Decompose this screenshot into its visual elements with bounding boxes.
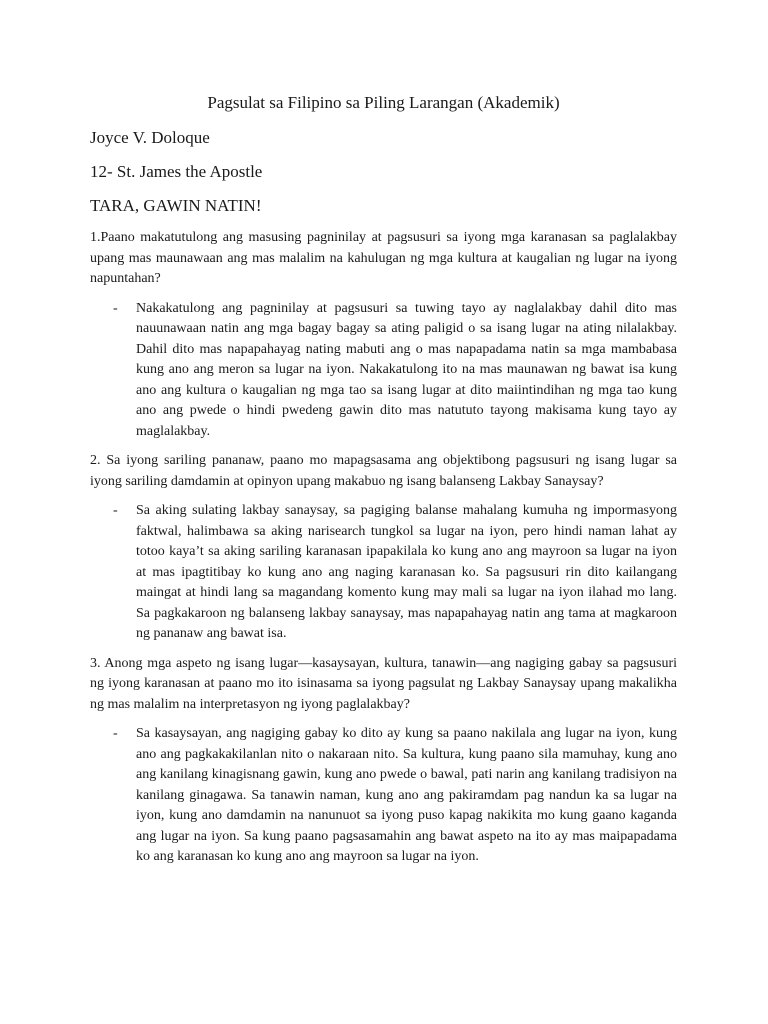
answer-1-text: Nakakatulong ang pagninilay at pagsusuri sa tuwing tayo ay naglalakbay dahil dito mas nauunawaan natin ang mga bagay bagay sa ating paligid o sa isang lugar na ating nilalakbay. Dahil dito mas napapahayag nating mabuti ang o mas napapadama natin sa mga mambabasa kung ano ang meron sa lugar na iyon. Nakakatulong ito na mas maunawan ng bawat isa kung ano ang kultura o kaugalian ng mga tao sa isang lugar at dito maiintindihan ng mga tao kung ano ang pwede o hindi pwedeng gawin dito mas natututo tayong makisama kung tayo ay maglalakbay. [136, 300, 677, 439]
question-1: 1.Paano makatutulong ang masusing pagninilay at pagsusuri sa iyong mga karanasan sa paglalakbay upang mas maunawaan ang mas malalim na kahulugan ng mga kultura at kaugalian ng lugar na iyong napuntahan? [90, 230, 677, 286]
answer-3 [90, 724, 677, 868]
bullet-dash: - [113, 726, 118, 741]
answer-2 [90, 501, 677, 645]
document-page [90, 91, 677, 877]
document-title: Pagsulat sa Filipino sa Piling Larangan (Akademik) [207, 93, 560, 112]
question-2: 2. Sa iyong sariling pananaw, paano mo mapagsasama ang objektibong pagsusuri ng isang lugar sa iyong sariling damdamin at opinyon upang makabuo ng isang balanseng Lakbay Sanaysay? [90, 453, 677, 489]
class-section: 12- St. James the Apostle [90, 162, 263, 181]
bullet-dash: - [113, 503, 118, 518]
bullet-dash: - [113, 300, 118, 316]
answer-1 [90, 299, 677, 443]
author-name: Joyce V. Doloque [90, 128, 210, 147]
question-3: 3. Anong mga aspeto ng isang lugar—kasaysayan, kultura, tanawin—ang nagiging gabay sa pagsusuri ng iyong karanasan at paano mo ito isinasama sa iyong pagsulat ng Lakbay Sanaysay upang makalikha ng mas malalim na interpretasyon ng iyong paglalakbay? [90, 655, 677, 712]
answer-3-text: Sa kasaysayan, ang nagiging gabay ko dito ay kung sa paano nakilala ang lugar na iyon, kung ano ang pagkakakilanlan nito o nakaraan nito. Sa kultura, kung paano sila mamuhay, kung ano ang kanilang kinagisnang gawin, kung ano pwede o bawal, pati narin ang kanilang tradisiyon na kanilang ginagawa. Sa tanawin naman, kung ano ang pakiramdam pag nandun ka sa lugar na iyon, kung ano damdamin na nanunuot sa iyong puso kapag nakikita mo kung gaano kaganda ang lugar na iyon. Sa kung paano pagsasamahin ang bawat aspeto na ito ay mas maipapadama ko ang karanasan ko kung ano ang mayroon sa lugar na iyon. [136, 726, 677, 864]
activity-heading: TARA, GAWIN NATIN! [90, 196, 262, 215]
answer-2-text: Sa aking sulating lakbay sanaysay, sa pagiging balanse mahalang kumuha ng impormasyong faktwal, halimbawa sa aking narisearch tungkol sa lugar na iyon, pero hindi naman lahat ay totoo kaya’t sa aking sariling karanasan ipapakilala ko kung ano ang mayroon sa lugar na iyon at mas ipagtitibay ko kung ano ang naging karanasan ko. Sa pagsusuri rin dito kailangang maingat at hindi lang sa magandang komento kung may mali sa lugar na iyon ilahad mo lang. Sa pagkakaroon ng balanseng lakbay sanaysay, mas napapahayag natin ang tama at magkaroon ng pananaw ang bawat isa. [136, 503, 677, 641]
